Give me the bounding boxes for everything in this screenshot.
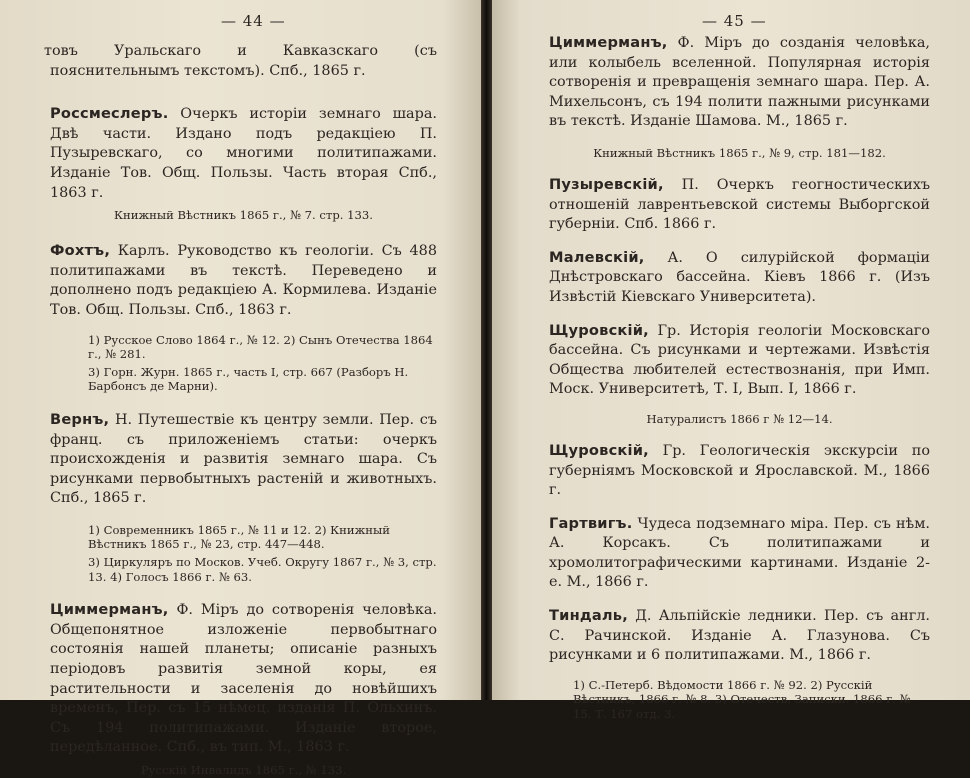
entry	[549, 248, 930, 308]
page-number: — 44 —	[221, 12, 286, 30]
entry-author: Фохтъ,	[50, 242, 111, 260]
entry-text: Очеркъ исторіи земнаго шара. Двѣ части. Издано подъ редакціею П. Пузыревскаго, со многими политипажами. Изданіе Тов. Общ. Пользы. Часть вторая Спб., 1863 г.	[50, 106, 437, 201]
right-page	[492, 0, 970, 722]
page-content	[0, 42, 481, 778]
entry-text: А. О силурійской формаціи Днѣстровскаго бассейна. Кіевъ 1866 г. (Изъ Извѣстій Кіевскаго Университета).	[549, 249, 930, 305]
review-note: Натуралистъ 1866 г № 12—14.	[646, 411, 833, 426]
footnote: 1) С.-Петерб. Вѣдомости 1866 г. № 92. 2) Русскій Вѣстникъ, 1866 г. № 8. 3) Отечеств. Записки. 1866 г. № 15. Т. 167 отд. 3.	[573, 677, 911, 722]
entry-text: товъ Уральскаго и Кавказскаго (съ пояснительнымъ текстомъ). Спб., 1865 г.	[44, 43, 437, 79]
footnote-list	[549, 678, 930, 722]
entry-author: Россмеслеръ.	[50, 105, 169, 123]
entry-author: Вернъ,	[50, 410, 110, 428]
footnote: 1) Современникъ 1865 г., № 11 и 12. 2) Книжный Вѣстникъ 1865 г., № 23, стр. 447—448.	[88, 522, 390, 552]
footnote: 1) Русское Слово 1864 г., № 12. 2) Сынъ Отечества 1864 г., № 281.	[88, 332, 433, 362]
page-number: — 45 —	[702, 12, 767, 30]
entry-text: Карлъ. Руководство къ геологіи. Съ 488 политипажами въ текстѣ. Переведено и дополнено подъ редакціею А. Кормилева. Изданіе Тов. Общ. Пользы. Спб., 1863 г.	[50, 243, 437, 318]
entry	[549, 606, 930, 666]
entry	[50, 241, 437, 320]
entry-author: Циммерманъ,	[549, 34, 668, 51]
review-note: Книжный Вѣстникъ 1865 г., № 9, стр. 181—182.	[593, 145, 886, 160]
book-gutter	[481, 0, 492, 700]
entry	[549, 514, 930, 593]
entry	[50, 410, 437, 509]
entry-author: Гартвигъ.	[549, 514, 633, 532]
entry-author: Щуровскій,	[549, 321, 649, 339]
entry-text: Н. Путешествіе къ центру земли. Пер. съ франц. съ приложеніемъ статьи: очеркъ происхожденія и развитія земнаго шара. Съ рисунками первобытныхъ растеній и животныхъ. Спб., 1865 г.	[50, 411, 437, 507]
entry-text: Гр. Геологическія экскурсіи по губерніямъ Московской и Ярославской. М., 1866 г.	[549, 442, 930, 499]
entry-text: Чудеса подземнаго міра. Пер. съ нѣм. А. Корсакъ. Съ политипажами и хромолитографическими картинами. Изданіе 2-е. М., 1866 г.	[549, 515, 930, 591]
entry	[549, 175, 930, 235]
entry	[549, 33, 930, 132]
footnote-list	[50, 333, 437, 394]
entry	[44, 42, 437, 81]
entry-text: Гр. Исторія геологіи Московскаго бассейна. Съ рисунками и чертежами. Извѣстія Общества любителей естествознанія, при Имп. Моск. Университетѣ, Т. I, Вып. I, 1866 г.	[549, 322, 930, 398]
entry	[50, 600, 437, 758]
entry-text: Ф. Міръ до сотворенія человѣка. Общепонятное изложеніе первобытнаго состоянія нашей планеты; описаніе разныхъ періодовъ развитія земной коры, ея растительности и заселенія до новѣйшихъ временъ, Пер. съ 15 нѣмец. изданія П. Ольхинъ. Съ 194 политипажами. Изданіе второе, передѣланное. Спб., въ тип. М., 1863 г.	[50, 602, 437, 756]
entry	[549, 321, 930, 400]
footnote-list	[50, 523, 437, 584]
left-page	[0, 0, 481, 777]
footnote: 3) Циркуляръ по Москов. Учеб. Округу 1867 г., № 3, стр. 13. 4) Голосъ 1866 г. № 63.	[88, 555, 437, 584]
entry-text: П. Очеркъ геогностическихъ отношеній лаврентьевской системы Выборгской губерніи. Спб. 1866 г.	[549, 176, 930, 233]
entry-author: Пузыревскій,	[549, 175, 664, 193]
entry	[50, 104, 437, 203]
footnote: 3) Горн. Журн. 1865 г., часть I, стр. 667 (Разборъ Н. Барбонсъ де Марни).	[88, 364, 409, 394]
page-content	[492, 33, 970, 722]
entry-author: Малевскій,	[549, 248, 645, 266]
entry-author: Тиндаль,	[549, 607, 628, 625]
entry	[549, 441, 930, 501]
entry-text: Ф. Міръ до созданія человѣка, или колыбель вселенной. Популярная исторія сотворенія и превращенія земнаго шара. Пер. А. Михельсонъ, съ 194 полити пажными рисунками въ текстѣ. Изданіе Шамова. М., 1865 г.	[549, 35, 930, 130]
review-note: Русскій Инвалидъ 1865 г., № 133.	[140, 763, 347, 777]
review-note: Книжный Вѣстникъ 1865 г., № 7. стр. 133.	[114, 208, 373, 223]
entry-text: Д. Альпійскіе ледники. Пер. съ англ. С. Рачинской. Изданіе А. Глазунова. Съ рисунками и 6 политипажами. М., 1866 г.	[549, 608, 930, 664]
entry-author: Щуровскій,	[549, 441, 649, 459]
entry-author: Циммерманъ,	[50, 601, 169, 619]
